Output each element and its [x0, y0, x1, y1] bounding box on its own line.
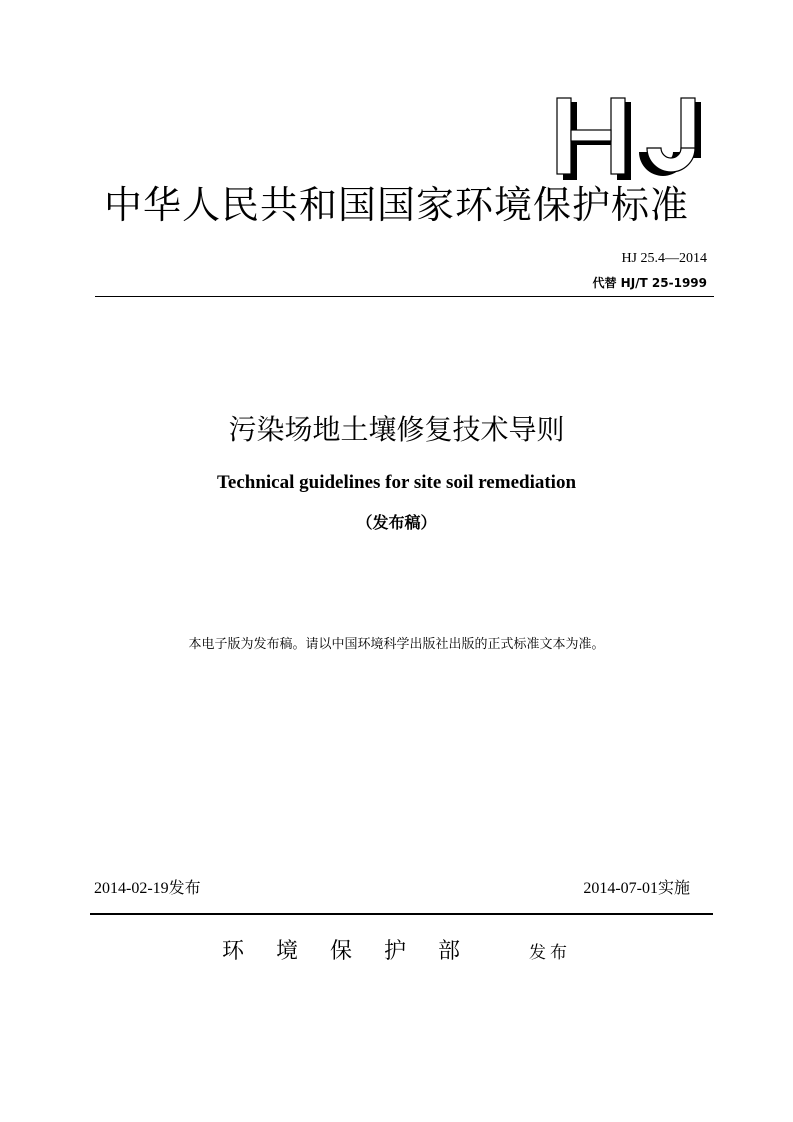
top-divider	[95, 296, 714, 297]
draft-note: （发布稿）	[356, 513, 437, 532]
release-date: 2014-02-19发布	[94, 880, 201, 897]
issuer-name: 环境保护部	[222, 939, 493, 964]
hj-logo	[553, 96, 713, 180]
title-english: Technical guidelines for site soil remediation	[216, 472, 577, 493]
org-title: 中华人民共和国国家环境保护标准	[103, 183, 689, 227]
bottom-divider	[90, 913, 713, 915]
issuer-suffix: 发布	[529, 943, 571, 963]
disclaimer-text: 本电子版为发布稿。请以中国环境科学出版社出版的正式标准文本为准。	[188, 637, 605, 652]
replaces-standard: 代替 HJ/T 25-1999	[592, 276, 707, 290]
standard-number: HJ 25.4—2014	[621, 251, 707, 266]
implementation-date: 2014-07-01实施	[583, 880, 690, 897]
title-chinese: 污染场地土壤修复技术导则	[228, 413, 565, 446]
